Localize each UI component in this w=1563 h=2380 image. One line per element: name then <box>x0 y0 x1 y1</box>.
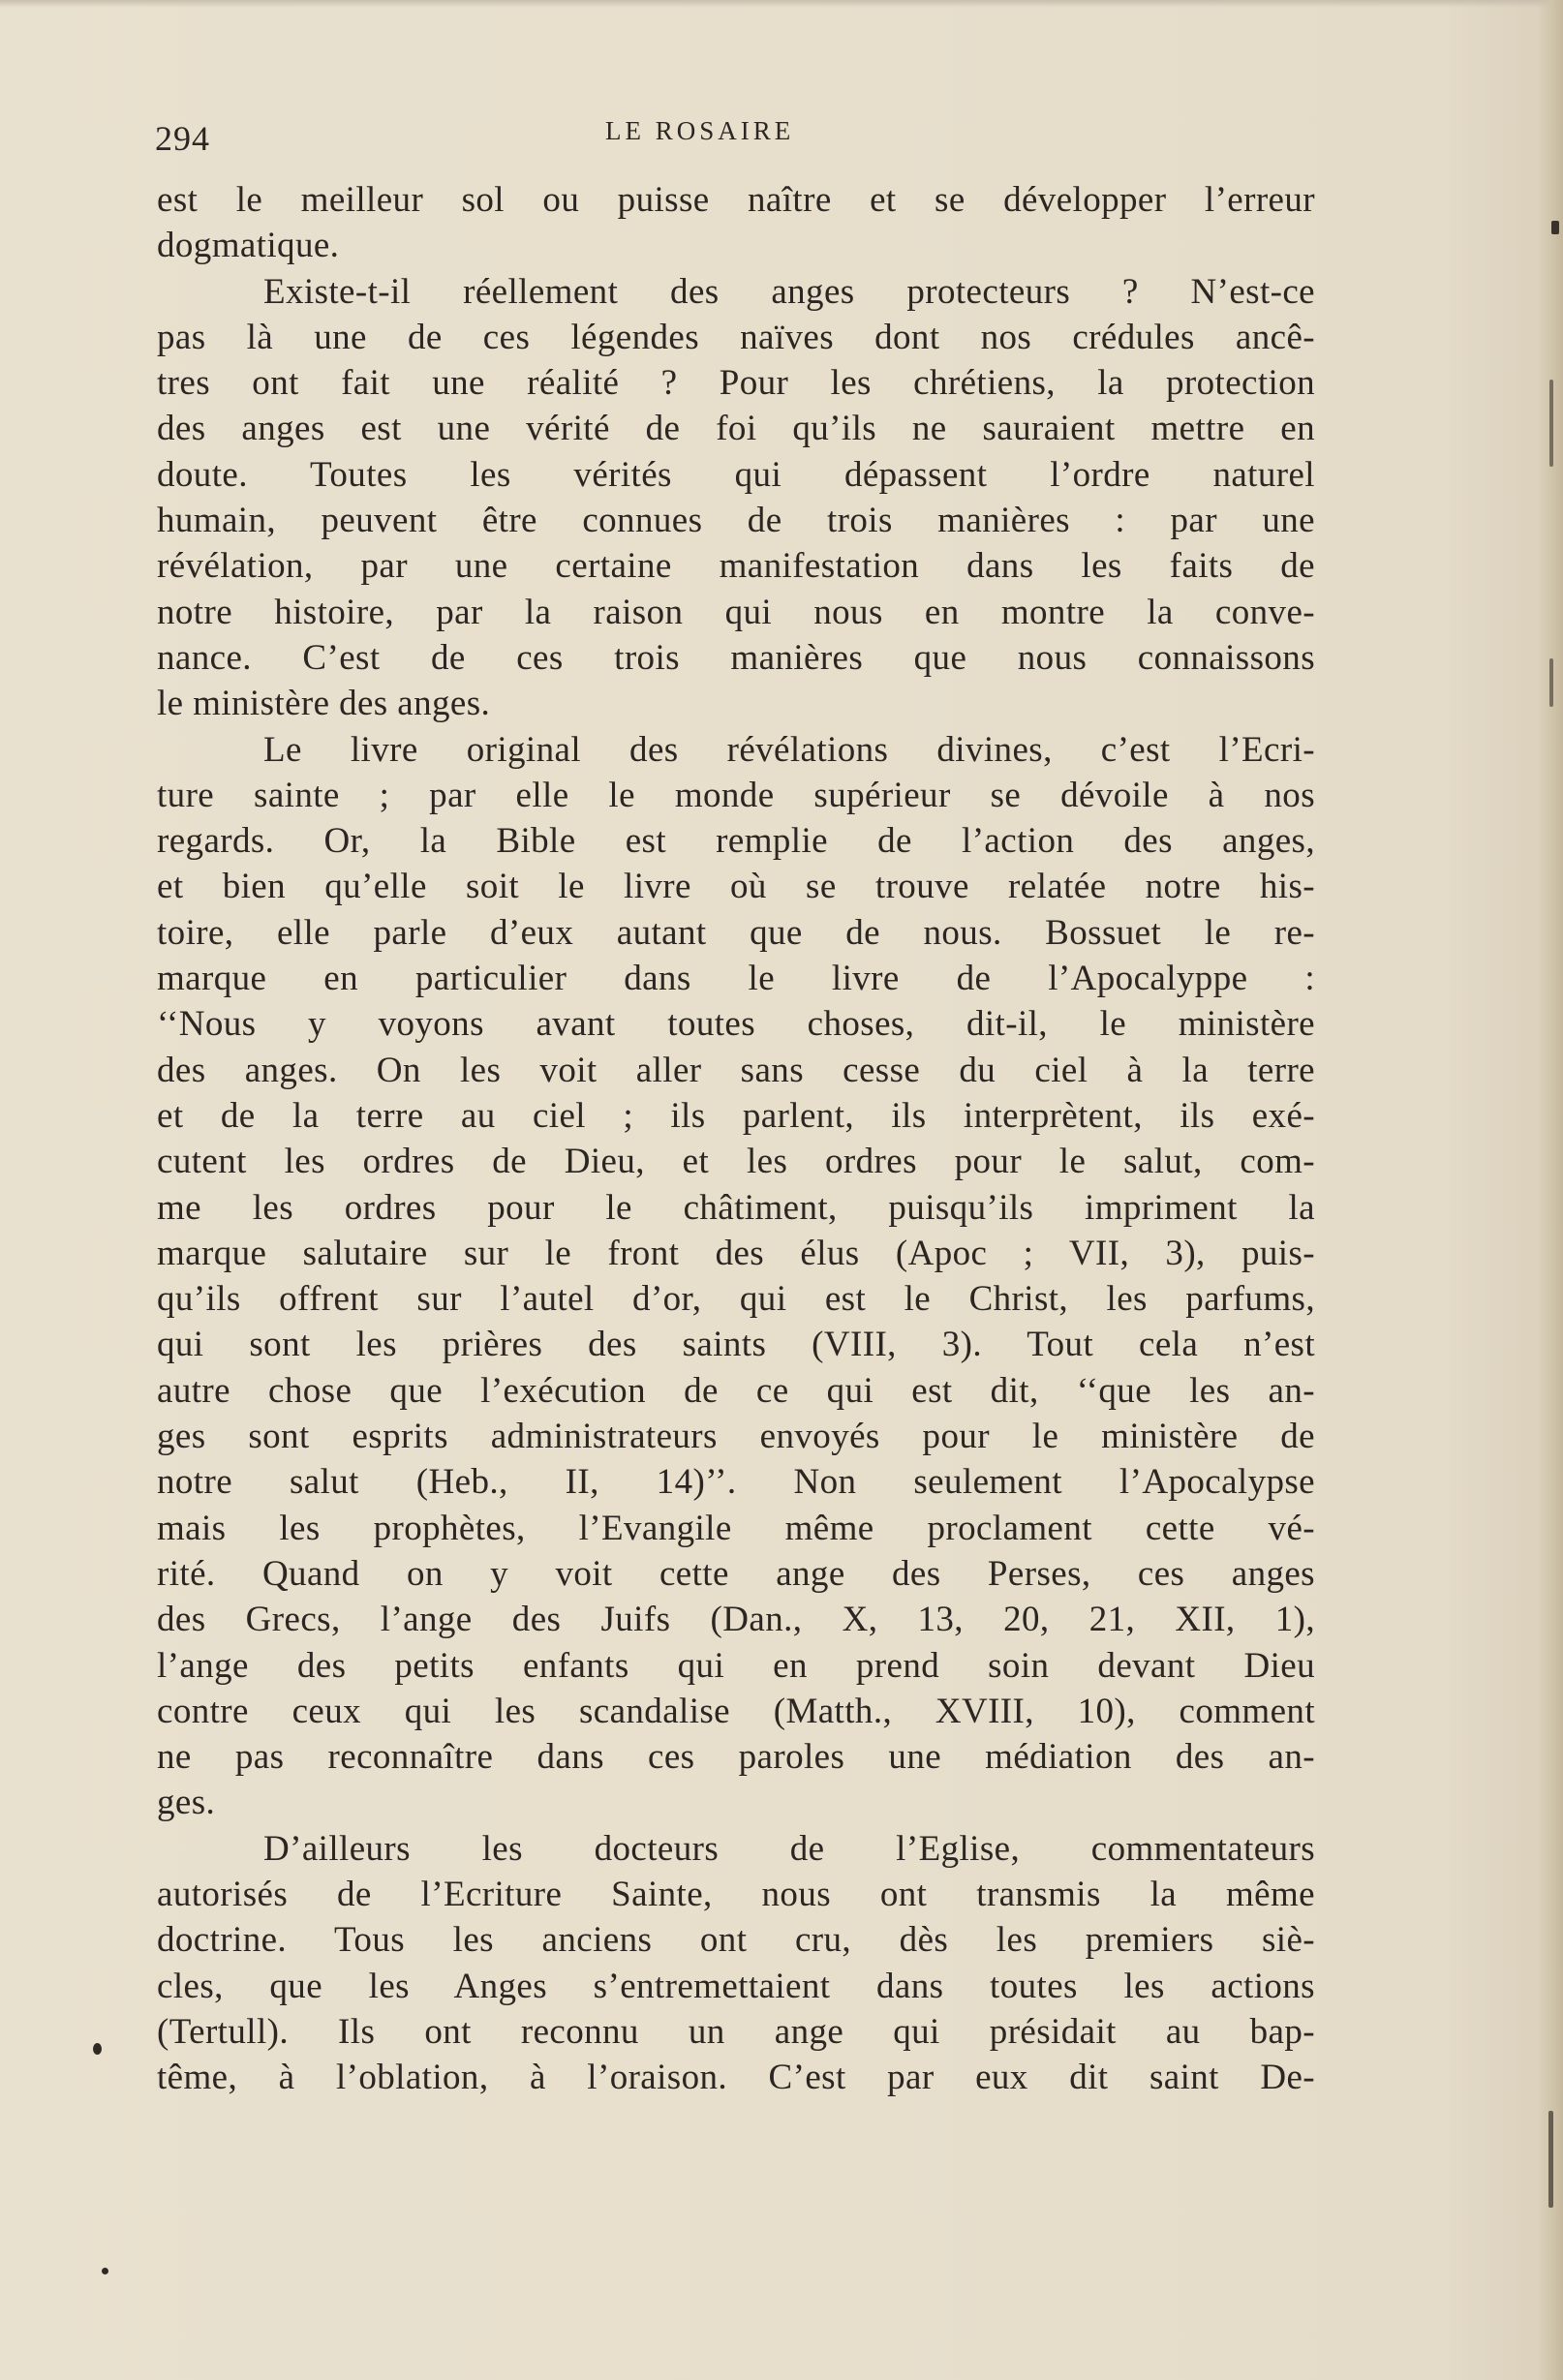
text-line: tres ont fait une réalité ? Pour les chrétiens, la protection <box>157 363 1315 404</box>
running-head <box>155 116 1317 158</box>
text-line: dogmatique. <box>157 226 340 266</box>
text-line: me les ordres pour le châtiment, puisqu’ils impriment la <box>157 1187 1315 1228</box>
text-line: autorisés de l’Ecriture Sainte, nous ont transmis la même <box>157 1874 1315 1914</box>
text-line: qui sont les prières des saints (VIII, 3). Tout cela n’est <box>157 1325 1315 1365</box>
text-line: qu’ils offrent sur l’autel d’or, qui est le Christ, les parfums, <box>157 1279 1315 1320</box>
text-line: contre ceux qui les scandalise (Matth., XVIII, 10), comment <box>157 1691 1315 1731</box>
body-text <box>157 177 1315 2100</box>
text-line: et bien qu’elle soit le livre où se trouve relatée notre his- <box>157 867 1315 907</box>
text-line: humain, peuvent être connues de trois manières : par une <box>157 501 1315 541</box>
text-line: cles, que les Anges s’entremettaient dans toutes les actions <box>157 1966 1315 2006</box>
text-line: Existe-t-il réellement des anges protecteurs ? N’est-ce <box>263 271 1315 312</box>
text-line: l’ange des petits enfants qui en prend soin devant Dieu <box>157 1645 1315 1686</box>
text-line: rité. Quand on y voit cette ange des Perses, ces anges <box>157 1553 1315 1594</box>
text-line: autre chose que l’exécution de ce qui est dit, ‘‘que les an- <box>157 1370 1315 1411</box>
edge-mark <box>1548 2111 1553 2208</box>
ink-speck <box>93 2043 102 2055</box>
text-line: le ministère des anges. <box>157 684 491 724</box>
text-line: des anges. On les voit aller sans cesse du ciel à la terre <box>157 1050 1315 1090</box>
page-right-edge <box>1538 0 1563 2380</box>
text-line: notre salut (Heb., II, 14)’’. Non seulement l’Apocalypse <box>157 1462 1315 1503</box>
text-line: des anges est une vérité de foi qu’ils ne sauraient mettre en <box>157 409 1315 449</box>
text-line: doctrine. Tous les anciens ont cru, dès les premiers siè- <box>157 1920 1315 1961</box>
text-line: des Grecs, l’ange des Juifs (Dan., X, 13, 20, 21, XII, 1), <box>157 1600 1315 1640</box>
text-line: ture sainte ; par elle le monde supérieur se dévoile à nos <box>157 775 1315 815</box>
text-line: révélation, par une certaine manifestation dans les faits de <box>157 546 1315 587</box>
text-line: marque salutaire sur le front des élus (Apoc ; VII, 3), puis- <box>157 1233 1315 1273</box>
edge-mark <box>1549 658 1553 707</box>
text-line: nance. C’est de ces trois manières que nous connaissons <box>157 637 1315 678</box>
edge-mark <box>1549 380 1553 467</box>
text-line: pas là une de ces légendes naïves dont nos crédules ancê- <box>157 317 1315 357</box>
text-line: marque en particulier dans le livre de l’Apocalyppe : <box>157 959 1315 999</box>
text-line: ges sont esprits administrateurs envoyés pour le ministère de <box>157 1417 1315 1457</box>
page-top-shadow <box>0 0 1563 8</box>
text-line: mais les prophètes, l’Evangile même proclament cette vé- <box>157 1508 1315 1548</box>
edge-mark <box>1551 221 1559 234</box>
text-line: ne pas reconnaître dans ces paroles une médiation des an- <box>157 1737 1315 1778</box>
text-line: toire, elle parle d’eux autant que de nous. Bossuet le re- <box>157 912 1315 953</box>
text-line: et de la terre au ciel ; ils parlent, ils interprètent, ils exé- <box>157 1095 1315 1136</box>
ink-speck <box>102 2268 108 2274</box>
text-line: (Tertull). Ils ont reconnu un ange qui présidait au bap- <box>157 2011 1315 2052</box>
text-line: cutent les ordres de Dieu, et les ordres pour le salut, com- <box>157 1142 1315 1182</box>
page-number: 294 <box>155 119 210 158</box>
text-line: notre histoire, par la raison qui nous en montre la conve- <box>157 592 1315 632</box>
text-line: doute. Toutes les vérités qui dépassent l’ordre naturel <box>157 454 1315 495</box>
text-line: ges. <box>157 1783 216 1823</box>
text-line: regards. Or, la Bible est remplie de l’action des anges, <box>157 821 1315 862</box>
text-line: ‘‘Nous y voyons avant toutes choses, dit-il, le ministère <box>157 1004 1315 1045</box>
text-line: D’ailleurs les docteurs de l’Eglise, commentateurs <box>263 1828 1315 1869</box>
text-line: Le livre original des révélations divines, c’est l’Ecri- <box>263 729 1315 770</box>
text-line: tême, à l’oblation, à l’oraison. C’est par eux dit saint De- <box>157 2058 1315 2098</box>
running-title: LE ROSAIRE <box>605 116 795 145</box>
text-line: est le meilleur sol ou puisse naître et se développer l’erreur <box>157 180 1315 220</box>
